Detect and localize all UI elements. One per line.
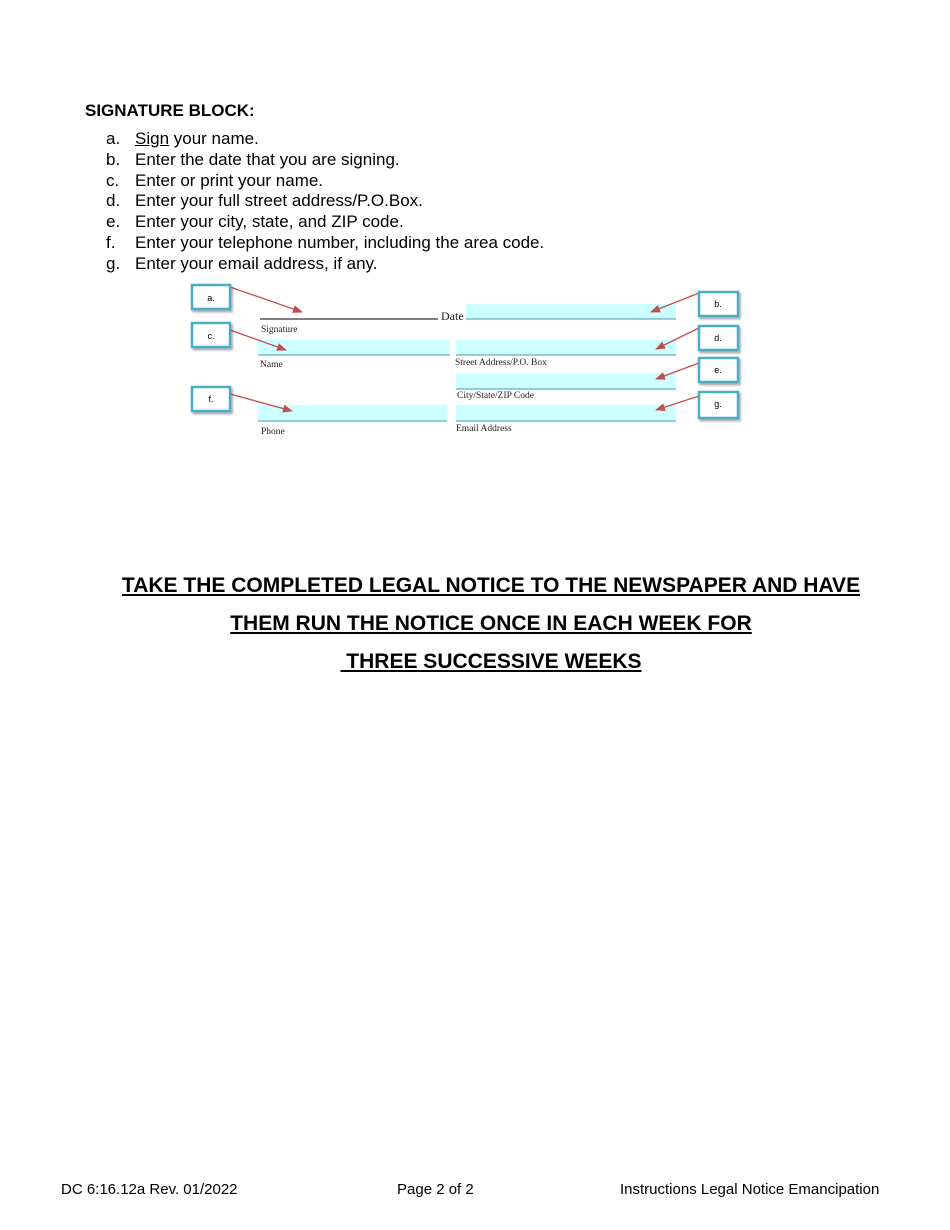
list-item-text: Enter your full street address/P.O.Box. — [135, 191, 423, 211]
arrow-a — [230, 287, 302, 312]
callout-b-label: b. — [714, 299, 722, 309]
callout-c-label: c. — [207, 331, 215, 341]
signature-block-diagram — [0, 0, 950, 460]
name-field — [258, 340, 450, 355]
list-item-letter: b. — [106, 149, 121, 169]
phone-label: Phone — [261, 427, 285, 437]
list-item-text: Enter your telephone number, including the area code. — [135, 232, 545, 252]
list-item-letter: e. — [106, 212, 121, 232]
list-item-letter: f. — [106, 232, 116, 252]
list-item-text: Enter or print your name. — [135, 170, 324, 190]
callout-f-label: f. — [208, 394, 214, 404]
list-item-text: your name. — [169, 129, 259, 148]
list-item-letter: c. — [106, 170, 120, 190]
footer-form-id: DC 6:16.12a Rev. 01/2022 — [61, 1181, 238, 1198]
list-item-text: Enter the date that you are signing. — [135, 149, 400, 169]
footer-title: Instructions Legal Notice Emancipation — [620, 1181, 880, 1198]
notice-line-3: THREE SUCCESSIVE WEEKS — [340, 650, 642, 673]
notice-line-2: THEM RUN THE NOTICE ONCE IN EACH WEEK FOR — [230, 612, 752, 635]
street-label: Street Address/P.O. Box — [455, 358, 547, 368]
notice-line-1: TAKE THE COMPLETED LEGAL NOTICE TO THE NEWSPAPER AND HAVE — [121, 574, 861, 597]
name-label: Name — [260, 360, 283, 370]
list-item-text: Enter your email address, if any. — [135, 253, 378, 273]
date-label: Date — [441, 309, 464, 323]
arrow-d — [656, 328, 699, 349]
callout-d-label: d. — [714, 333, 722, 343]
list-item-text: Enter your city, state, and ZIP code. — [135, 212, 404, 232]
date-field — [466, 304, 676, 319]
city-field — [456, 374, 676, 389]
sign-word: Sign — [135, 129, 170, 148]
list-item-letter: g. — [106, 253, 121, 273]
footer-page-number: Page 2 of 2 — [397, 1181, 474, 1198]
section-heading: SIGNATURE BLOCK: — [85, 101, 255, 120]
city-label: City/State/ZIP Code — [457, 391, 534, 401]
street-field — [456, 340, 676, 355]
callout-g-label: g. — [714, 399, 722, 409]
list-item-letter: d. — [106, 191, 121, 211]
email-field — [456, 405, 676, 421]
callout-a-label: a. — [207, 293, 215, 303]
list-item-letter: a. — [106, 129, 121, 148]
callout-e-label: e. — [714, 365, 722, 375]
email-label: Email Address — [456, 424, 512, 434]
arrow-g — [656, 396, 699, 410]
arrow-e — [656, 363, 699, 379]
signature-label: Signature — [261, 325, 298, 335]
phone-field — [258, 405, 447, 421]
